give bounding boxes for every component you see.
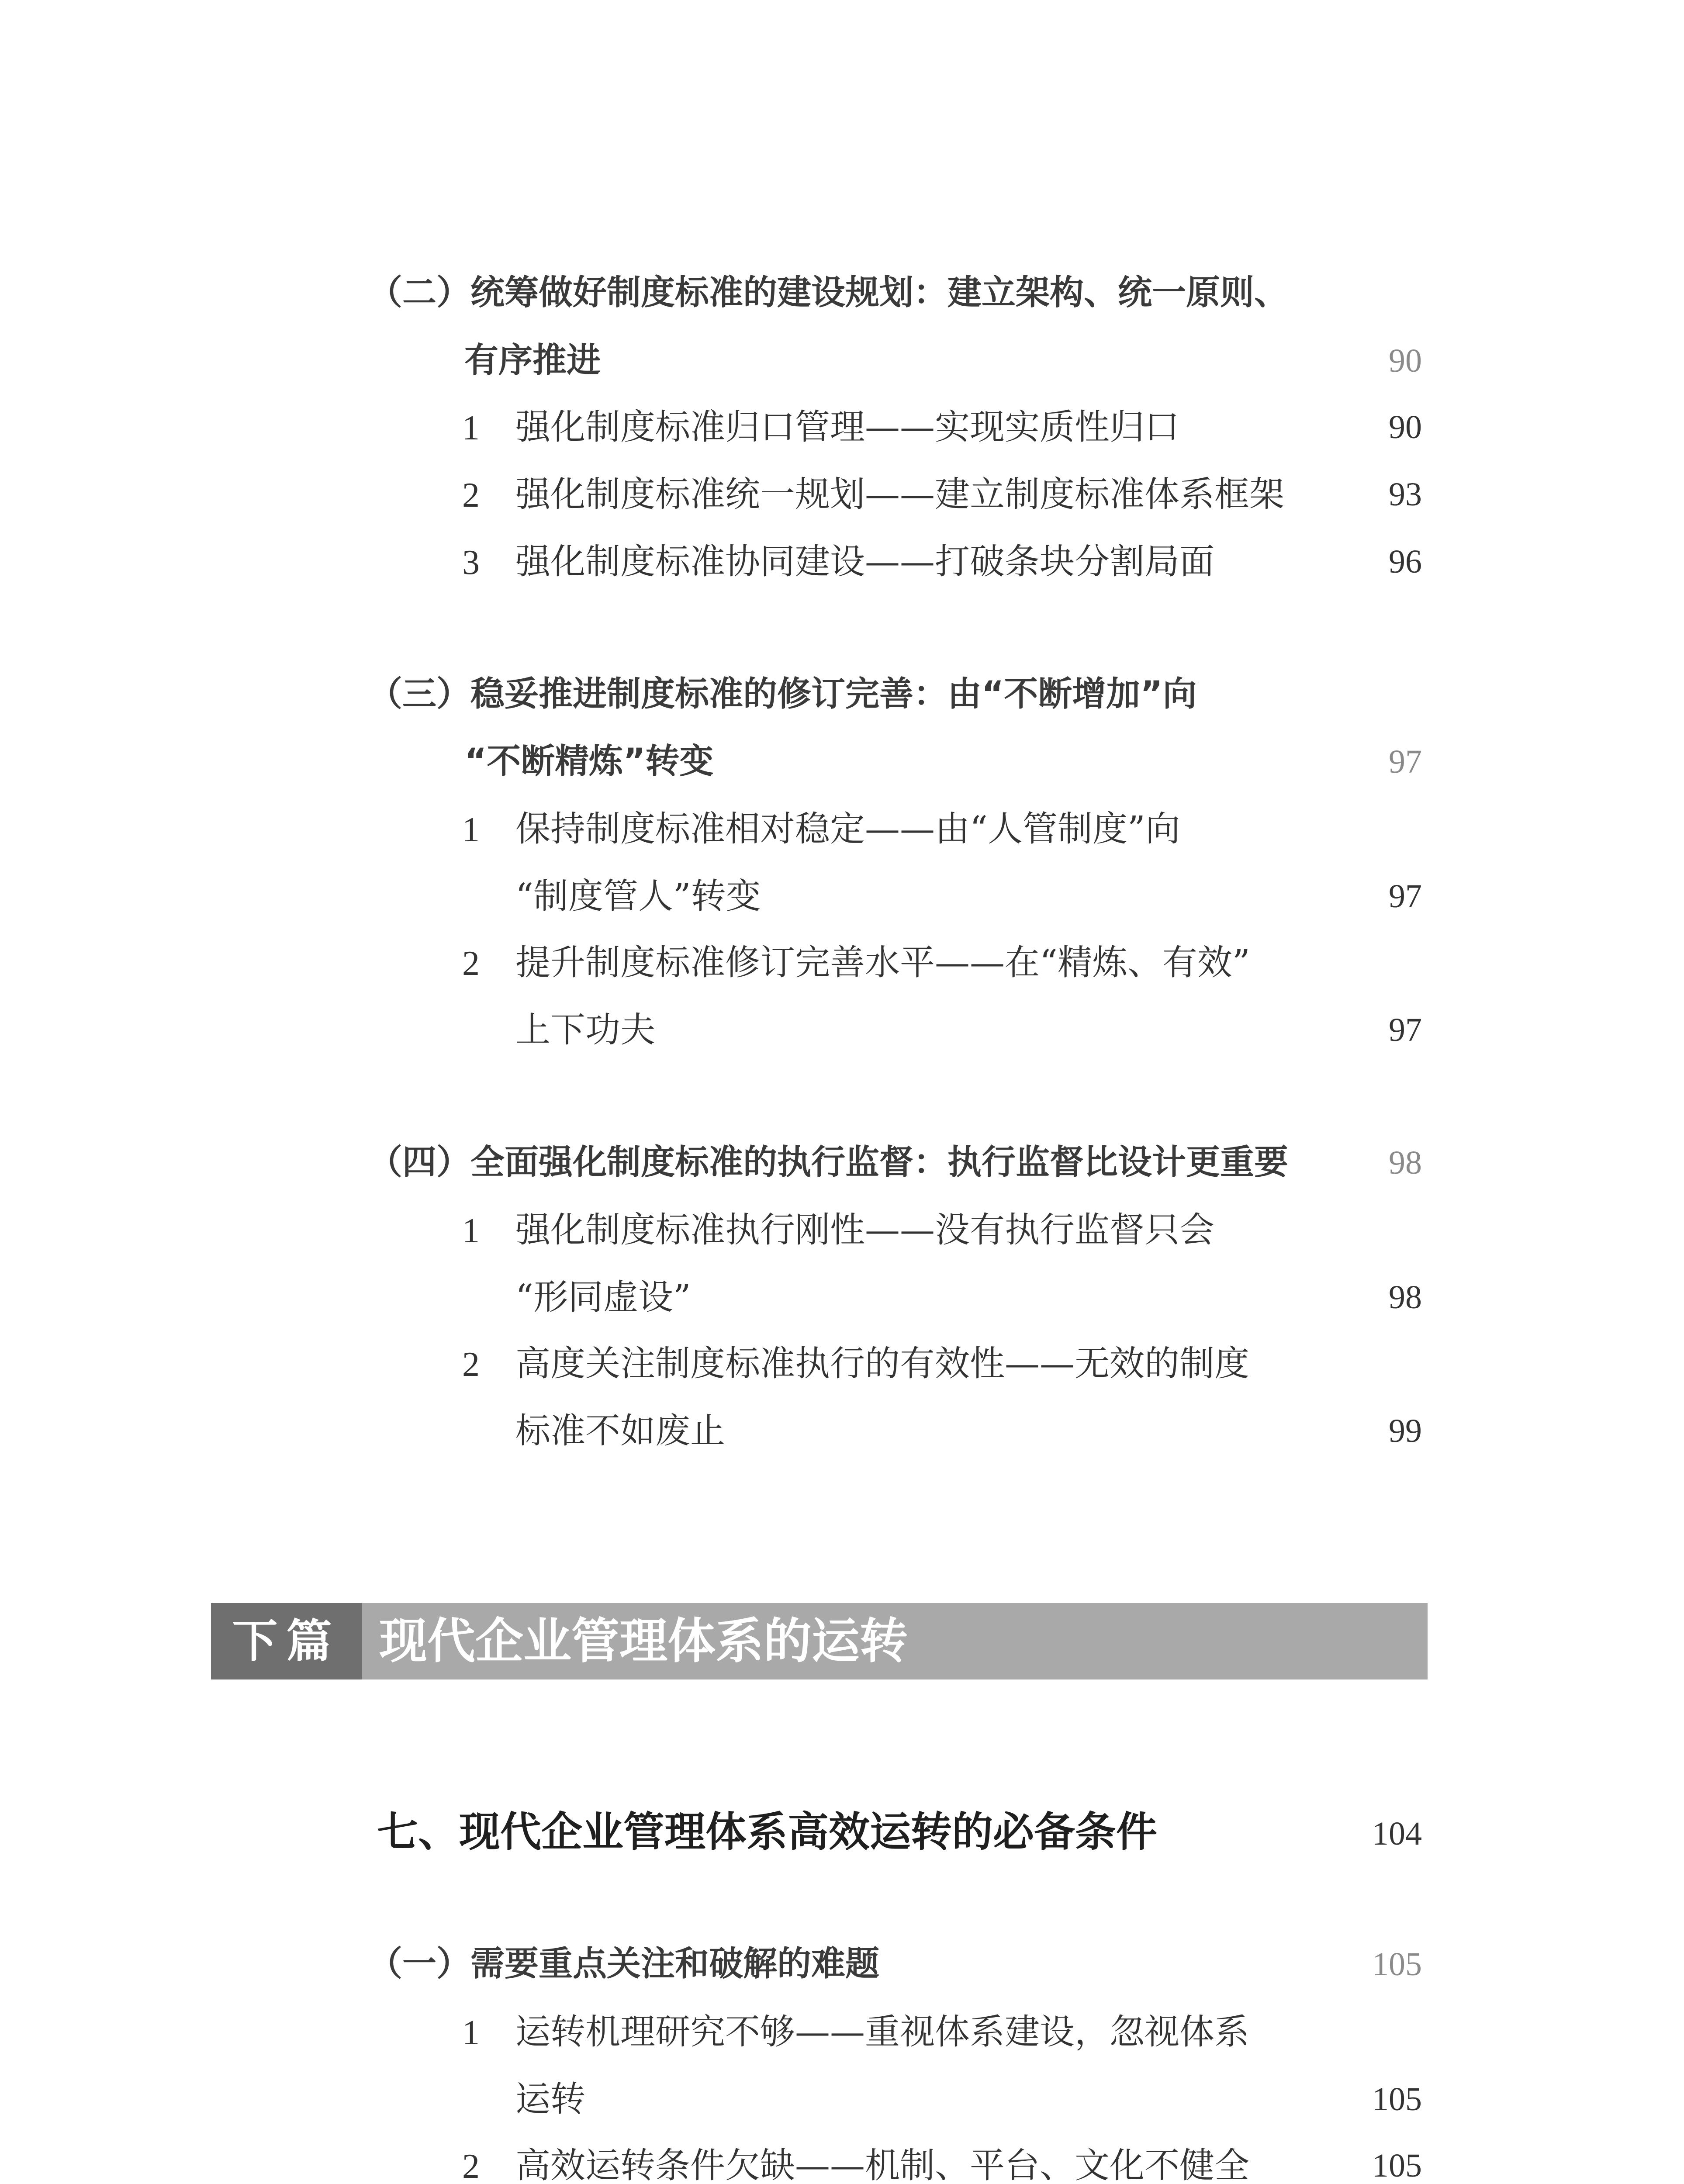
toc-item-text-line-1: 提升制度标准修订完善水平——在“精炼、有效” — [515, 942, 1250, 983]
part-banner — [211, 1603, 1428, 1679]
toc-item-page: 98 — [1389, 1279, 1422, 1316]
item-number: 2 — [462, 476, 480, 515]
section-4-title: （四）全面强化制度标准的执行监督：执行监督比设计更重要 — [368, 1143, 1289, 1182]
toc-item-page: 97 — [1389, 1012, 1422, 1048]
toc-item-page: 93 — [1389, 476, 1422, 513]
toc-item-page: 105 — [1372, 2081, 1422, 2118]
item-number: 3 — [462, 543, 480, 582]
item-number: 1 — [462, 811, 480, 849]
toc-item-text-line-2: 上下功夫 — [515, 1009, 655, 1050]
chapter-page: 104 — [1372, 1815, 1422, 1852]
section-4-page: 98 — [1389, 1144, 1422, 1181]
item-number: 2 — [462, 2147, 480, 2184]
toc-item-page: 99 — [1389, 1413, 1422, 1449]
toc-item-text: 强化制度标准统一规划——建立制度标准体系框架 — [515, 474, 1284, 515]
toc-item-page: 96 — [1389, 543, 1422, 580]
toc-item-text-line-1: 运转机理研究不够——重视体系建设，忽视体系 — [515, 2011, 1249, 2052]
toc-item-text-line-2: “形同虚设” — [515, 1277, 691, 1317]
toc-item-page: 97 — [1389, 878, 1422, 915]
item-number: 1 — [462, 2014, 480, 2052]
toc-item-text: 高效运转条件欠缺——机制、平台、文化不健全 — [515, 2145, 1249, 2184]
toc-item-text-line-1: 高度关注制度标准执行的有效性——无效的制度 — [515, 1343, 1249, 1384]
section-3-title-line-2: “不断精炼”转变 — [464, 742, 714, 781]
section-2-page: 90 — [1389, 342, 1422, 379]
section-3-title-line-1: （三）稳妥推进制度标准的修订完善：由“不断增加”向 — [368, 674, 1197, 714]
section-3-page: 97 — [1389, 743, 1422, 780]
section-2-title-line-1: （二）统筹做好制度标准的建设规划：建立架构、统一原则、 — [368, 273, 1289, 312]
toc-item-text-line-1: 保持制度标准相对稳定——由“人管制度”向 — [515, 809, 1180, 849]
item-number: 2 — [462, 944, 480, 983]
chapter-section-1-title: （一）需要重点关注和破解的难题 — [368, 1944, 880, 1984]
toc-item-text: 强化制度标准协同建设——打破条块分割局面 — [515, 541, 1214, 582]
toc-item-text-line-2: 运转 — [515, 2079, 585, 2119]
section-2-title-line-2: 有序推进 — [464, 341, 601, 380]
toc-item-text-line-2: 标准不如废止 — [515, 1410, 725, 1451]
toc-item-page: 90 — [1389, 409, 1422, 446]
item-number: 2 — [462, 1345, 480, 1384]
toc-item-page: 105 — [1372, 2147, 1422, 2184]
toc-item-text-line-1: 强化制度标准执行刚性——没有执行监督只会 — [515, 1209, 1214, 1250]
item-number: 1 — [462, 1212, 480, 1250]
part-label: 下篇 — [211, 1603, 362, 1679]
toc-item-text-line-2: “制度管人”转变 — [515, 876, 761, 916]
chapter-section-1-page: 105 — [1372, 1946, 1422, 1983]
toc-item-text: 强化制度标准归口管理——实现实质性归口 — [515, 407, 1179, 447]
item-number: 1 — [462, 409, 480, 447]
chapter-title: 七、现代企业管理体系高效运转的必备条件 — [377, 1808, 1158, 1856]
part-title: 现代企业管理体系的运转 — [379, 1613, 908, 1669]
